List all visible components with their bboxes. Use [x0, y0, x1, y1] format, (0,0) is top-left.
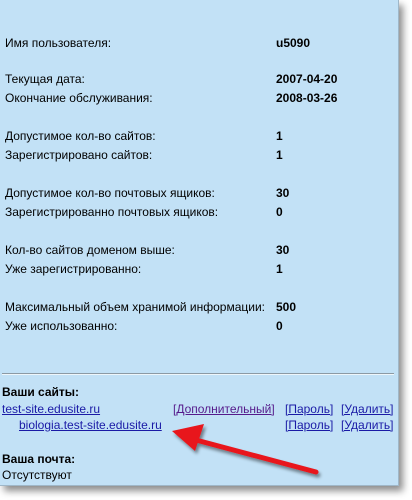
mailboxes-allowed-value: 30 — [276, 186, 290, 200]
service-end-value: 2008-03-26 — [276, 91, 338, 105]
mailboxes-allowed-label: Допустимое кол-во почтовых ящиков: — [5, 186, 215, 200]
site-extra-button[interactable]: [Дополнительный] — [173, 402, 275, 416]
current-date-label: Текущая дата: — [5, 72, 85, 86]
sites-registered-value: 1 — [276, 148, 283, 162]
storage-max-label: Максимальный объем хранимой информации: — [5, 300, 265, 314]
section-divider — [2, 373, 394, 375]
username-value: u5090 — [276, 36, 311, 50]
subsite-password-button[interactable]: [Пароль] — [285, 418, 334, 432]
subdomain-registered-row — [5, 261, 395, 277]
service-end-label: Окончание обслуживания: — [5, 91, 153, 105]
mailboxes-registered-value: 0 — [276, 205, 283, 219]
site-row — [2, 401, 397, 417]
mail-status: Отсутствуют — [2, 468, 72, 482]
mailboxes-registered-row — [5, 204, 395, 220]
subdomain-sites-label: Кол-во сайтов доменом выше: — [5, 243, 175, 257]
storage-max-row — [5, 299, 395, 315]
site-password-button[interactable]: [Пароль] — [285, 402, 334, 416]
site-delete-button[interactable]: [Удалить] — [341, 402, 394, 416]
sites-allowed-label: Допустимое кол-во сайтов: — [5, 129, 156, 143]
subdomain-sites-row — [5, 242, 395, 258]
service-end-row — [5, 90, 395, 106]
username-row — [5, 35, 395, 51]
subdomain-sites-value: 30 — [276, 243, 290, 257]
mailboxes-allowed-row — [5, 185, 395, 201]
subdomain-registered-value: 1 — [276, 262, 283, 276]
sites-allowed-row — [5, 128, 395, 144]
subsite-link[interactable]: biologia.test-site.edusite.ru — [19, 418, 162, 432]
storage-used-value: 0 — [276, 319, 283, 333]
storage-max-value: 500 — [276, 300, 297, 314]
mailboxes-registered-label: Зарегистрированно почтовых ящиков: — [5, 205, 219, 219]
mail-section-title: Ваша почта: — [2, 452, 76, 466]
subsite-row — [2, 417, 397, 433]
current-date-row — [5, 71, 395, 87]
sites-registered-label: Зарегистрировано сайтов: — [5, 148, 153, 162]
sites-section-title: Ваши сайты: — [2, 385, 80, 399]
storage-used-row — [5, 318, 395, 334]
sites-allowed-value: 1 — [276, 129, 283, 143]
storage-used-label: Уже использованно: — [5, 319, 118, 333]
site-link[interactable]: test-site.edusite.ru — [2, 402, 101, 416]
subdomain-registered-label: Уже зарегистрированно: — [5, 262, 142, 276]
sites-registered-row — [5, 147, 395, 163]
subsite-delete-button[interactable]: [Удалить] — [341, 418, 394, 432]
current-date-value: 2007-04-20 — [276, 72, 338, 86]
username-label: Имя пользователя: — [5, 36, 112, 50]
